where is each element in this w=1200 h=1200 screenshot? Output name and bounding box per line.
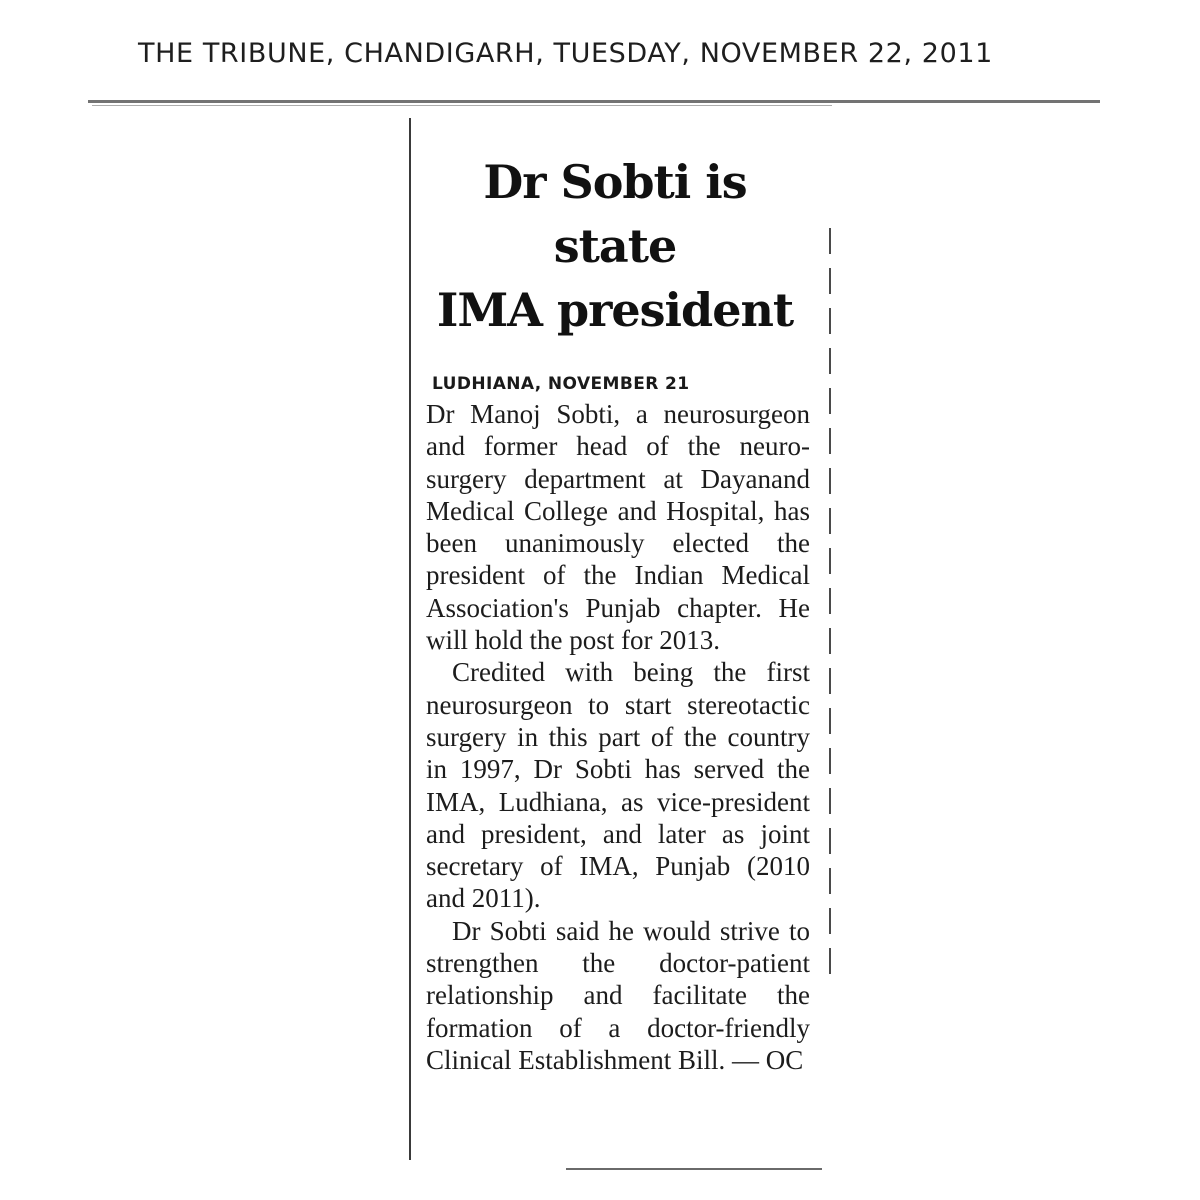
newspaper-masthead: THE TRIBUNE, CHANDIGARH, TUESDAY, NOVEMBER 22, 2011 <box>138 38 993 69</box>
article-dateline: LUDHIANA, NOVEMBER 21 <box>432 374 690 394</box>
headline-line-2: IMA president <box>436 283 794 337</box>
article-paragraph-3: Dr Sobti said he would strive to strengthen the doctor-patient relationship and facilitate the formation of a doctor-friendly Clinical Establishment Bill. — OC <box>426 915 810 1075</box>
headline-line-1: Dr Sobti is state <box>483 155 747 273</box>
column-left-border <box>409 118 411 1160</box>
masthead-rule <box>88 100 1100 103</box>
article-paragraph-1: Dr Manoj Sobti, a neurosurgeon and former head of the neuro-surgery department at Dayanand Medical College and Hospital, has been unanimously elected the president of the Indian Medical Association's Punjab chapter. He will hold the post for 2013. <box>426 399 810 656</box>
news-article <box>420 150 810 1076</box>
column-right-border <box>829 228 831 988</box>
article-end-rule <box>566 1168 822 1170</box>
article-paragraph-2: Credited with being the first neurosurgeon to start stereotactic surgery in this part of the country in 1997, Dr Sobti has served the IMA, Ludhiana, as vice-president and president, and later as joint secretary of IMA, Punjab (2010 and 2011). <box>426 657 810 914</box>
masthead-rule-secondary <box>92 105 832 106</box>
article-headline <box>420 150 810 342</box>
